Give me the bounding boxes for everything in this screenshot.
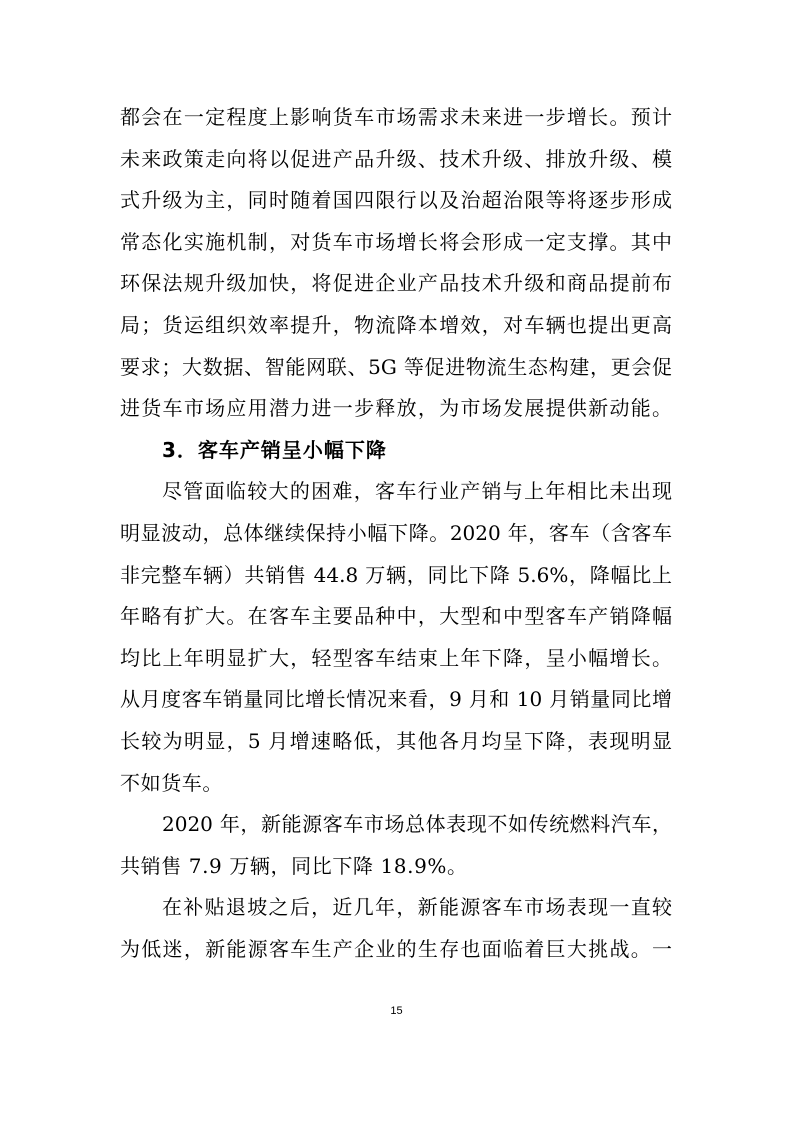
- paragraph-truck-outlook: [120, 97, 672, 430]
- text-line: 环保法规升级加快，将促进企业产品技术升级和商品提前布: [120, 271, 672, 296]
- text-line: 常态化实施机制，对货车市场增长将会形成一定支撑。其中: [120, 229, 672, 254]
- text-line: 均比上年明显扩大，轻型客车结束上年下降，呈小幅增长。: [120, 645, 672, 670]
- text-line: 年略有扩大。在客车主要品种中，大型和中型客车产销降幅: [120, 604, 672, 629]
- text-line: 为低迷，新能源客车生产企业的生存也面临着巨大挑战。一: [120, 936, 672, 961]
- text-line: 非完整车辆）共销售 44.8 万辆，同比下降 5.6%，降幅比上: [120, 562, 672, 587]
- page-body: [120, 97, 672, 970]
- text-line: 明显波动，总体继续保持小幅下降。2020 年，客车（含客车: [120, 520, 672, 545]
- text-line: 要求；大数据、智能网联、5G 等促进物流生态构建，更会促: [120, 354, 672, 379]
- text-line: 2020 年，新能源客车市场总体表现不如传统燃料汽车，: [162, 812, 672, 837]
- text-line: 在补贴退坡之后，近几年，新能源客车市场表现一直较: [162, 895, 672, 920]
- text-line: 尽管面临较大的困难，客车行业产销与上年相比未出现: [162, 479, 672, 504]
- text-line: 长较为明显，5 月增速略低，其他各月均呈下降，表现明显: [120, 728, 672, 753]
- text-line: 不如货车。: [120, 770, 223, 795]
- text-line: 未来政策走向将以促进产品升级、技术升级、排放升级、模: [120, 146, 672, 171]
- paragraph-subsidy: [120, 887, 672, 970]
- text-line: 都会在一定程度上影响货车市场需求未来进一步增长。预计: [120, 105, 672, 129]
- text-line: 共销售 7.9 万辆，同比下降 18.9%。: [120, 853, 468, 878]
- text-line: 从月度客车销量同比增长情况来看，9 月和 10 月销量同比增: [120, 687, 672, 712]
- paragraph-new-energy-bus: [120, 804, 672, 887]
- text-line: 式升级为主，同时随着国四限行以及治超治限等将逐步形成: [120, 188, 672, 213]
- section-heading: [120, 430, 672, 472]
- text-line: 局；货运组织效率提升，物流降本增效，对车辆也提出更高: [120, 312, 672, 337]
- section-heading-text: 3．客车产销呈小幅下降: [162, 437, 387, 462]
- paragraph-bus-sales: [120, 471, 672, 804]
- text-line: 进货车市场应用潜力进一步释放，为市场发展提供新动能。: [120, 396, 672, 421]
- page-number: 15: [390, 1005, 403, 1017]
